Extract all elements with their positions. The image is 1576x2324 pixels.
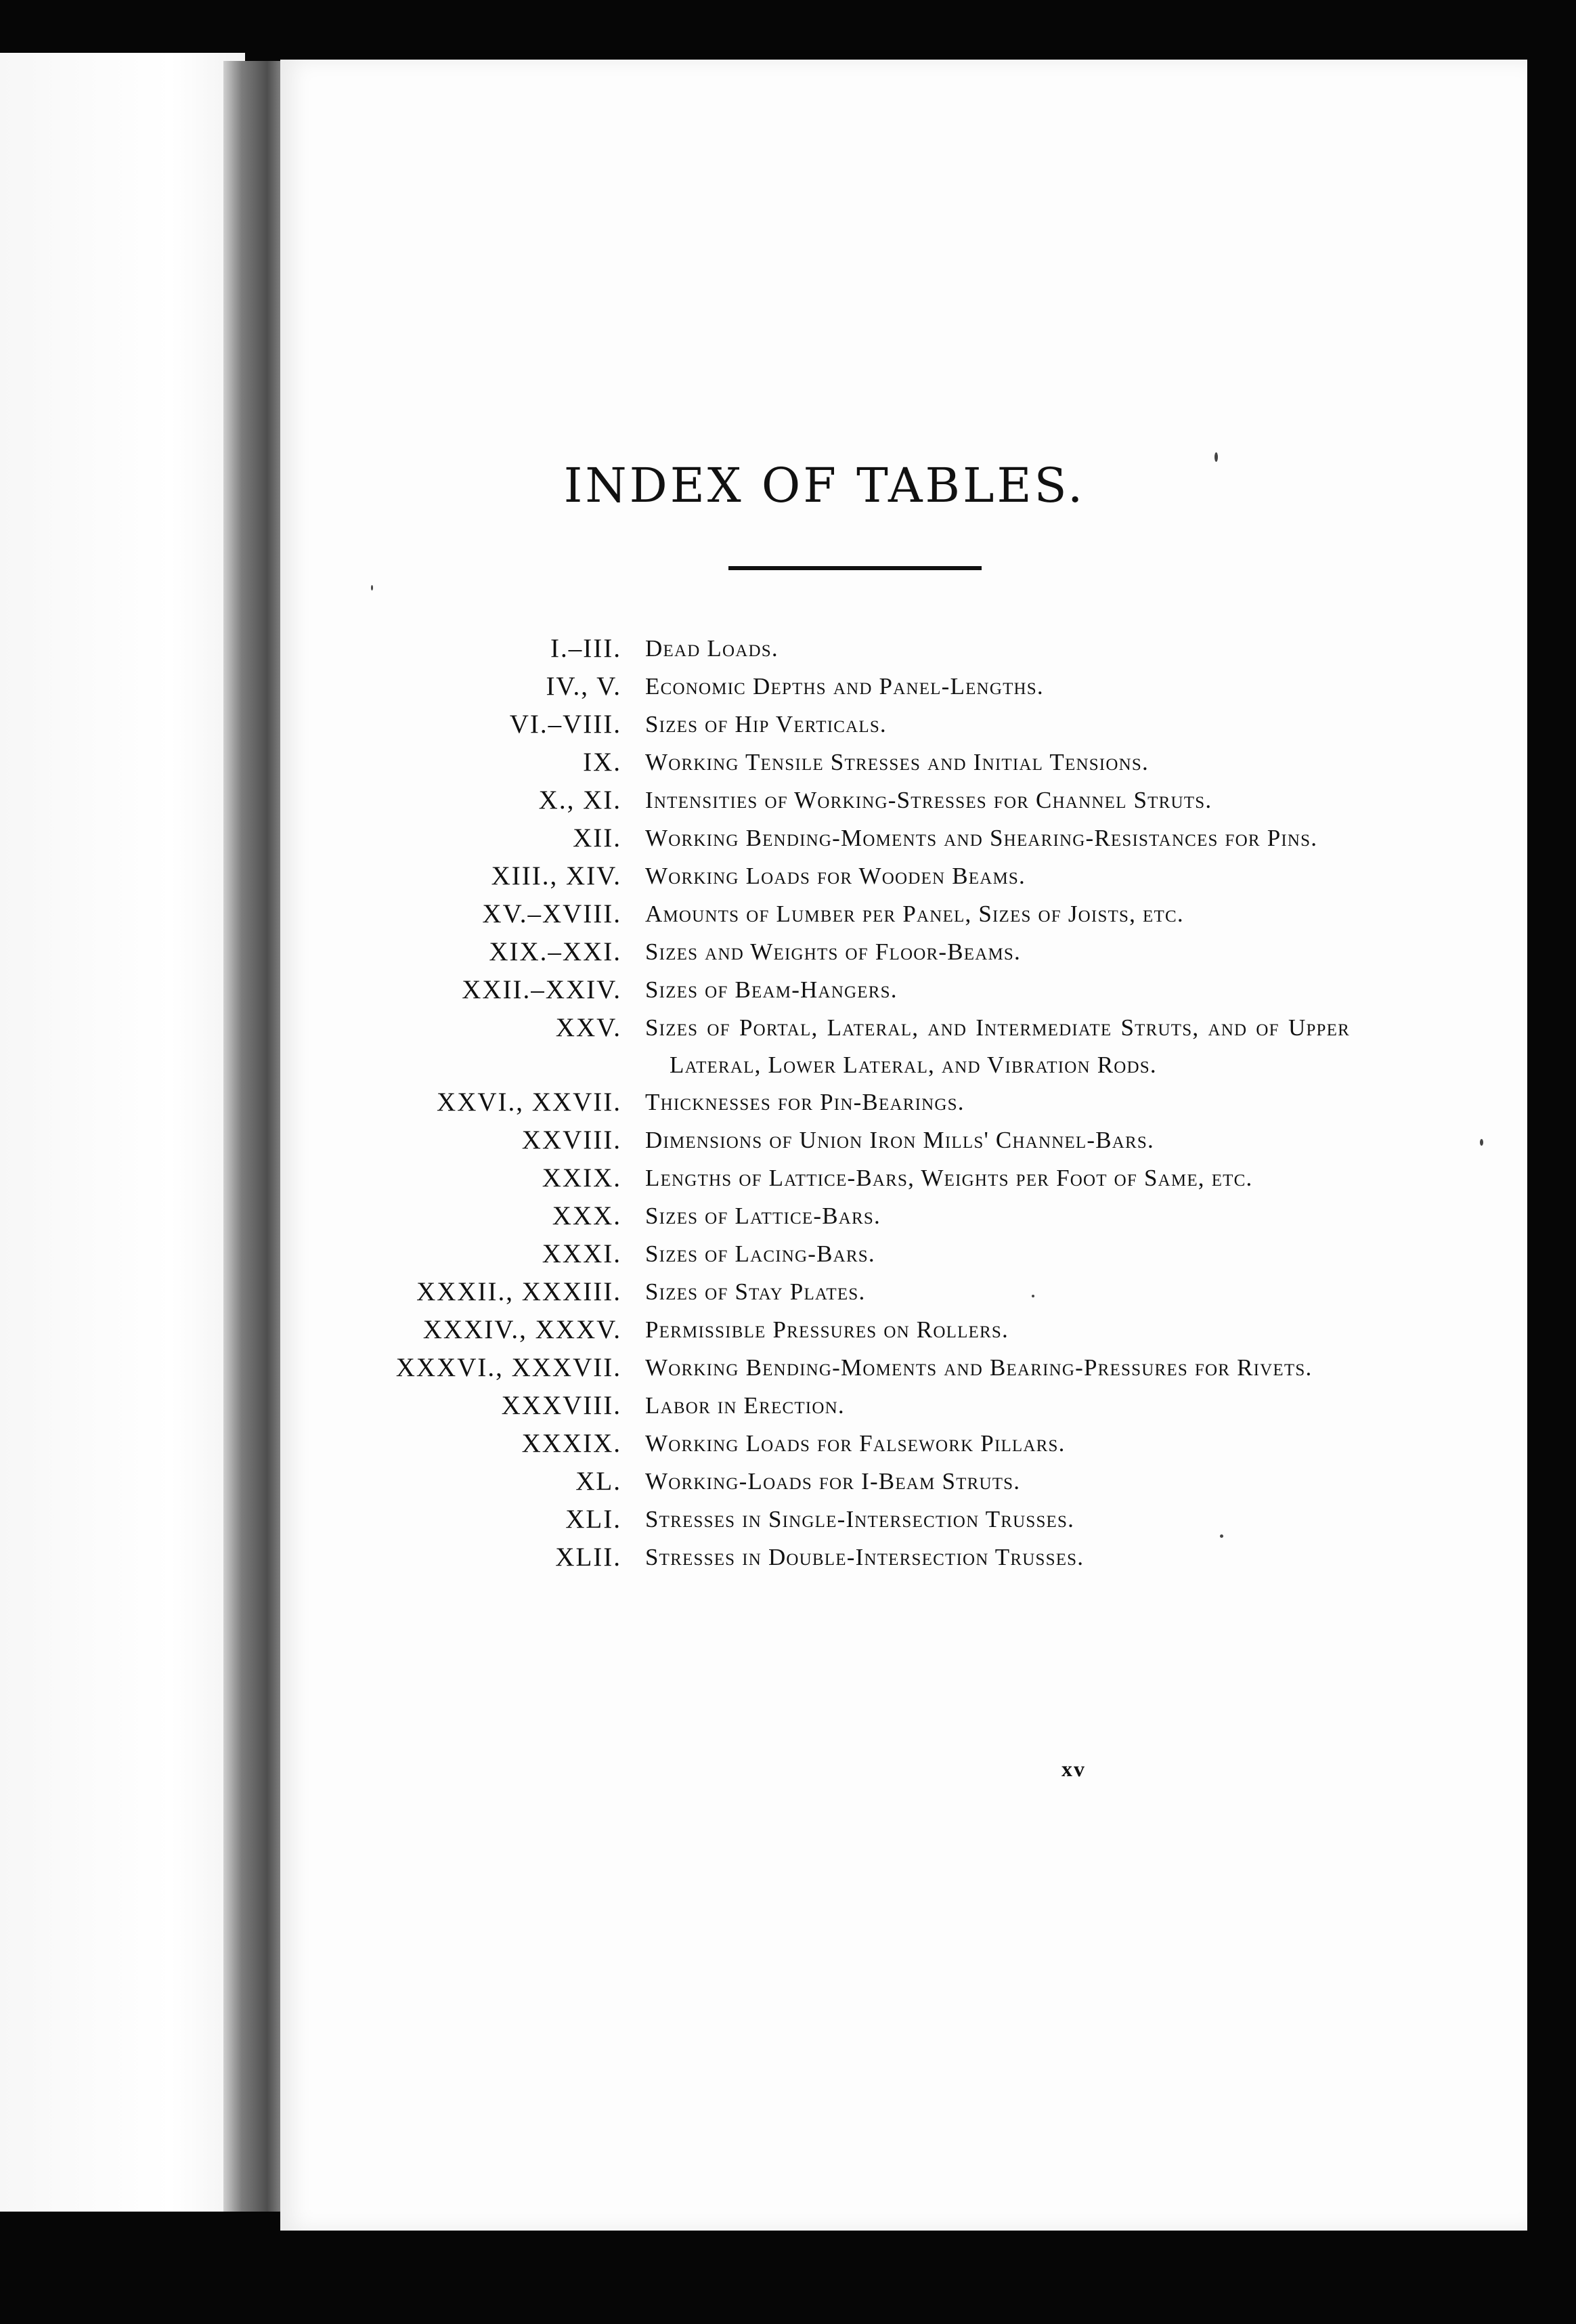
list-item xyxy=(0,1159,1576,1197)
list-item xyxy=(0,706,1576,744)
list-item xyxy=(0,1349,1576,1387)
list-item xyxy=(0,1311,1576,1349)
list-item xyxy=(0,1197,1576,1235)
table-index-list xyxy=(0,630,1576,1576)
scan-speck xyxy=(1480,1139,1483,1146)
list-item xyxy=(0,819,1576,857)
table-number: XXVI., XXVII. xyxy=(437,1088,621,1117)
table-number: VI.–VIII. xyxy=(509,710,621,739)
list-item xyxy=(0,1501,1576,1538)
page-number: xv xyxy=(1061,1757,1086,1781)
list-item xyxy=(0,1083,1576,1121)
table-number: XIII., XIV. xyxy=(491,861,621,890)
list-item xyxy=(0,1425,1576,1463)
table-description: Lengths of Lattice-Bars, Weights per Foot of Same, etc. xyxy=(645,1165,1253,1191)
list-item xyxy=(0,1235,1576,1273)
table-description: Stresses in Double-Intersection Trusses. xyxy=(645,1544,1085,1570)
list-item xyxy=(0,1387,1576,1425)
list-item xyxy=(0,630,1576,668)
table-number: XXX. xyxy=(552,1201,621,1230)
list-item xyxy=(0,1538,1576,1576)
table-number: IX. xyxy=(583,748,621,777)
scan-speck xyxy=(1220,1534,1223,1538)
table-description: Working Loads for Wooden Beams. xyxy=(645,863,1026,889)
scan-speck xyxy=(1032,1295,1034,1297)
list-item xyxy=(0,668,1576,706)
table-description: Sizes of Portal, Lateral, and Intermediate Struts, and of Upper Lateral, Lower Lateral, and Vibration Rods. xyxy=(645,1014,1350,1078)
list-item xyxy=(0,971,1576,1009)
table-description: Dead Loads. xyxy=(645,635,779,662)
table-number: X., XI. xyxy=(538,786,621,815)
table-description: Working Bending-Moments and Shearing-Resistances for Pins. xyxy=(645,825,1318,851)
table-description: Sizes and Weights of Floor-Beams. xyxy=(645,939,1021,965)
table-description: Working Loads for Falsework Pillars. xyxy=(645,1430,1066,1457)
table-number: XXII.–XXIV. xyxy=(462,975,621,1004)
table-number: XII. xyxy=(573,823,621,853)
table-description: Working Tensile Stresses and Initial Tensions. xyxy=(645,749,1149,775)
table-number: XV.–XVIII. xyxy=(482,899,621,928)
table-number: XXV. xyxy=(555,1013,621,1042)
list-item xyxy=(0,1463,1576,1501)
table-description: Sizes of Lacing-Bars. xyxy=(645,1241,875,1267)
list-item xyxy=(0,857,1576,895)
table-number: XLI. xyxy=(565,1505,621,1534)
list-item xyxy=(0,895,1576,933)
table-description: Intensities of Working-Stresses for Channel Struts. xyxy=(645,787,1212,813)
table-number: XXVIII. xyxy=(521,1125,621,1155)
list-item xyxy=(0,1273,1576,1311)
page-title: INDEX OF TABLES. xyxy=(563,458,1086,513)
table-description: Working Bending-Moments and Bearing-Pressures for Rivets. xyxy=(645,1354,1313,1381)
table-number: XLII. xyxy=(555,1543,621,1572)
table-number: XXXII., XXXIII. xyxy=(416,1277,621,1306)
table-description: Permissible Pressures on Rollers. xyxy=(645,1316,1009,1343)
list-item xyxy=(0,933,1576,971)
table-description: Sizes of Beam-Hangers. xyxy=(645,976,898,1003)
table-description: Sizes of Hip Verticals. xyxy=(645,711,887,737)
table-number: XXXIV., XXXV. xyxy=(422,1315,621,1344)
table-description: Working-Loads for I-Beam Struts. xyxy=(645,1468,1021,1494)
title-rule xyxy=(728,566,982,570)
table-description: Sizes of Stay Plates. xyxy=(645,1278,866,1305)
table-number: XL. xyxy=(575,1467,621,1496)
table-number: XXXIX. xyxy=(521,1429,621,1458)
list-item xyxy=(0,781,1576,819)
table-description: Labor in Erection. xyxy=(645,1392,845,1419)
table-number: I.–III. xyxy=(550,634,621,663)
table-description: Dimensions of Union Iron Mills' Channel-Bars. xyxy=(645,1127,1154,1153)
table-number: IV., V. xyxy=(546,672,621,701)
table-description: Stresses in Single-Intersection Trusses. xyxy=(645,1506,1075,1532)
table-number: XIX.–XXI. xyxy=(489,937,621,966)
list-item xyxy=(0,1009,1576,1083)
table-description: Amounts of Lumber per Panel, Sizes of Joists, etc. xyxy=(645,901,1184,927)
table-number: XXIX. xyxy=(542,1163,621,1192)
table-number: XXXVIII. xyxy=(501,1391,621,1420)
list-item xyxy=(0,1121,1576,1159)
table-description: Thicknesses for Pin-Bearings. xyxy=(645,1089,965,1115)
table-description: Sizes of Lattice-Bars. xyxy=(645,1203,881,1229)
table-description: Economic Depths and Panel-Lengths. xyxy=(645,673,1044,700)
table-number: XXXVI., XXXVII. xyxy=(395,1353,621,1382)
scan-speck xyxy=(1214,452,1218,462)
scan-speck xyxy=(371,585,373,590)
list-item xyxy=(0,744,1576,781)
table-number: XXXI. xyxy=(542,1239,621,1268)
